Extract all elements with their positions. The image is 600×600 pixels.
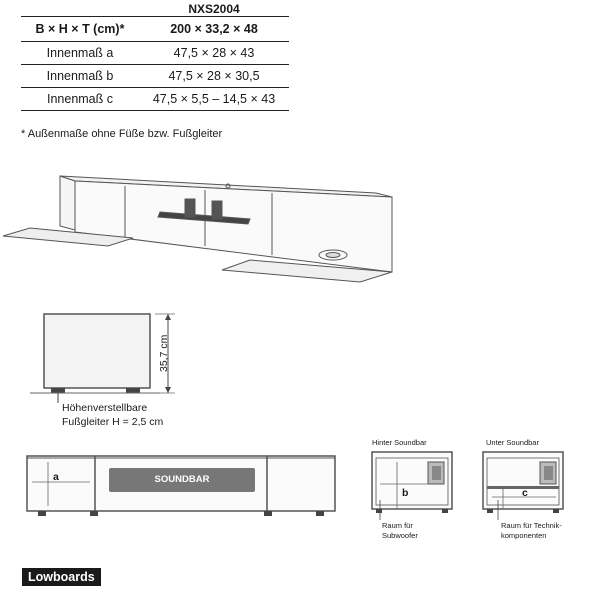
detail-c-caption-line2: komponenten — [501, 531, 547, 540]
detail-b-title: Hinter Soundbar — [372, 438, 427, 447]
front-view-drawing — [27, 456, 335, 516]
row-label: Innenmaß a — [46, 46, 114, 60]
row-label: B × H × T (cm)* — [35, 22, 125, 36]
detail-c-drawing — [483, 452, 563, 520]
row-label: Innenmaß b — [46, 69, 114, 83]
label-c: c — [522, 487, 528, 499]
detail-b-drawing — [372, 452, 452, 520]
row-value: 47,5 × 28 × 43 — [173, 46, 255, 60]
label-a: a — [53, 471, 59, 483]
detail-c-caption-line1: Raum für Technik- — [501, 521, 562, 530]
side-view-drawing — [30, 314, 175, 403]
foot-caption-line2: Fußgleiter H = 2,5 cm — [62, 416, 164, 428]
detail-b-caption-line2: Subwoofer — [382, 531, 418, 540]
detail-b-caption-line1: Raum für — [382, 521, 413, 530]
row-value: 200 × 33,2 × 48 — [170, 22, 258, 36]
row-value: 47,5 × 28 × 30,5 — [168, 69, 260, 83]
footnote: * Außenmaße ohne Füße bzw. Fußgleiter — [21, 128, 223, 140]
row-label: Innenmaß c — [46, 92, 113, 106]
row-value: 47,5 × 5,5 – 14,5 × 43 — [152, 92, 276, 106]
perspective-illustration — [3, 176, 392, 282]
label-b: b — [402, 487, 409, 499]
detail-c-title: Unter Soundbar — [486, 438, 539, 447]
category-badge: Lowboards — [22, 568, 101, 586]
foot-caption-line1: Höhenverstellbare — [62, 402, 148, 414]
height-dimension: 35,7 cm — [158, 334, 170, 372]
model-name: NXS2004 — [188, 2, 240, 16]
soundbar-label: SOUNDBAR — [154, 474, 210, 485]
